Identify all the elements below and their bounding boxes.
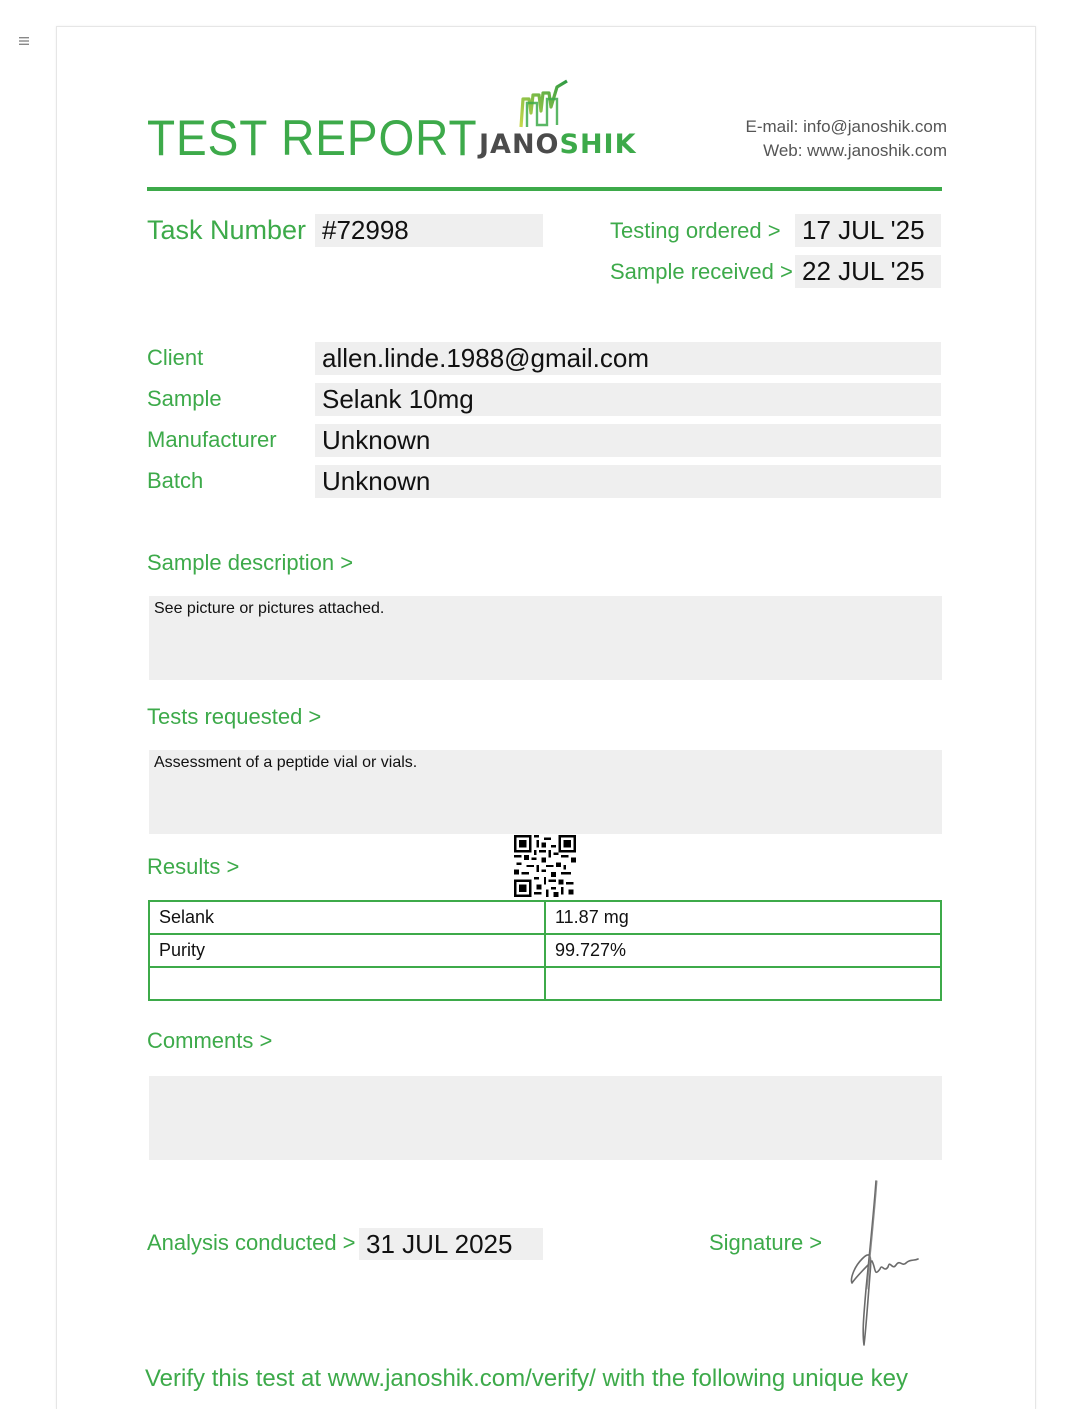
report-title: TEST REPORT bbox=[147, 110, 478, 166]
signature-label: Signature > bbox=[709, 1230, 823, 1255]
result-value-cell bbox=[545, 967, 941, 1000]
batch-label: Batch bbox=[147, 468, 204, 493]
qr-code-icon bbox=[514, 835, 576, 897]
analysis-conducted-label: Analysis conducted > bbox=[147, 1230, 356, 1255]
manufacturer-label: Manufacturer bbox=[147, 427, 277, 452]
logo-text-dark: JANO bbox=[479, 129, 560, 160]
task-number-label: Task Number bbox=[147, 215, 307, 245]
sample-field: Selank 10mg bbox=[315, 383, 941, 416]
result-name-cell: Purity bbox=[149, 934, 545, 967]
results-table bbox=[148, 900, 942, 1001]
analysis-conducted-field: 31 JUL 2025 bbox=[359, 1228, 543, 1260]
contact-web: Web: www.janoshik.com bbox=[763, 141, 947, 160]
batch-field: Unknown bbox=[315, 465, 941, 498]
sample-description-box: See picture or pictures attached. bbox=[149, 596, 942, 680]
result-value-cell: 99.727% bbox=[545, 934, 941, 967]
contact-email: E-mail: info@janoshik.com bbox=[745, 117, 947, 136]
client-field: allen.linde.1988@gmail.com bbox=[315, 342, 941, 375]
sample-label: Sample bbox=[147, 386, 222, 411]
sample-description-label: Sample description > bbox=[147, 550, 354, 575]
sample-received-label: Sample received > bbox=[610, 259, 793, 284]
tests-requested-box: Assessment of a peptide vial or vials. bbox=[149, 750, 942, 834]
result-name-cell bbox=[149, 967, 545, 1000]
signature-icon bbox=[844, 1179, 924, 1349]
client-label: Client bbox=[147, 345, 204, 370]
logo-wordmark bbox=[479, 129, 637, 160]
janoshik-logo bbox=[477, 77, 637, 165]
manufacturer-field: Unknown bbox=[315, 424, 941, 457]
table-row bbox=[149, 901, 941, 934]
table-row bbox=[149, 967, 941, 1000]
logo-mark-icon bbox=[477, 77, 617, 129]
table-row bbox=[149, 934, 941, 967]
comments-label: Comments > bbox=[147, 1028, 273, 1053]
comments-box bbox=[149, 1076, 942, 1160]
tests-requested-label: Tests requested > bbox=[147, 704, 322, 729]
sample-received-field: 22 JUL '25 bbox=[795, 255, 941, 288]
header-divider bbox=[147, 187, 942, 191]
testing-ordered-field: 17 JUL '25 bbox=[795, 214, 941, 247]
logo-text-green: SHIK bbox=[559, 129, 637, 160]
verify-footer-text: Verify this test at www.janoshik.com/verify/ with the following unique key bbox=[145, 1365, 909, 1392]
result-name-cell: Selank bbox=[149, 901, 545, 934]
menu-icon[interactable] bbox=[18, 35, 30, 47]
results-label: Results > bbox=[147, 854, 240, 879]
testing-ordered-label: Testing ordered > bbox=[610, 218, 781, 243]
report-page bbox=[56, 26, 1036, 1409]
result-value-cell: 11.87 mg bbox=[545, 901, 941, 934]
task-number-field: #72998 bbox=[315, 214, 543, 247]
